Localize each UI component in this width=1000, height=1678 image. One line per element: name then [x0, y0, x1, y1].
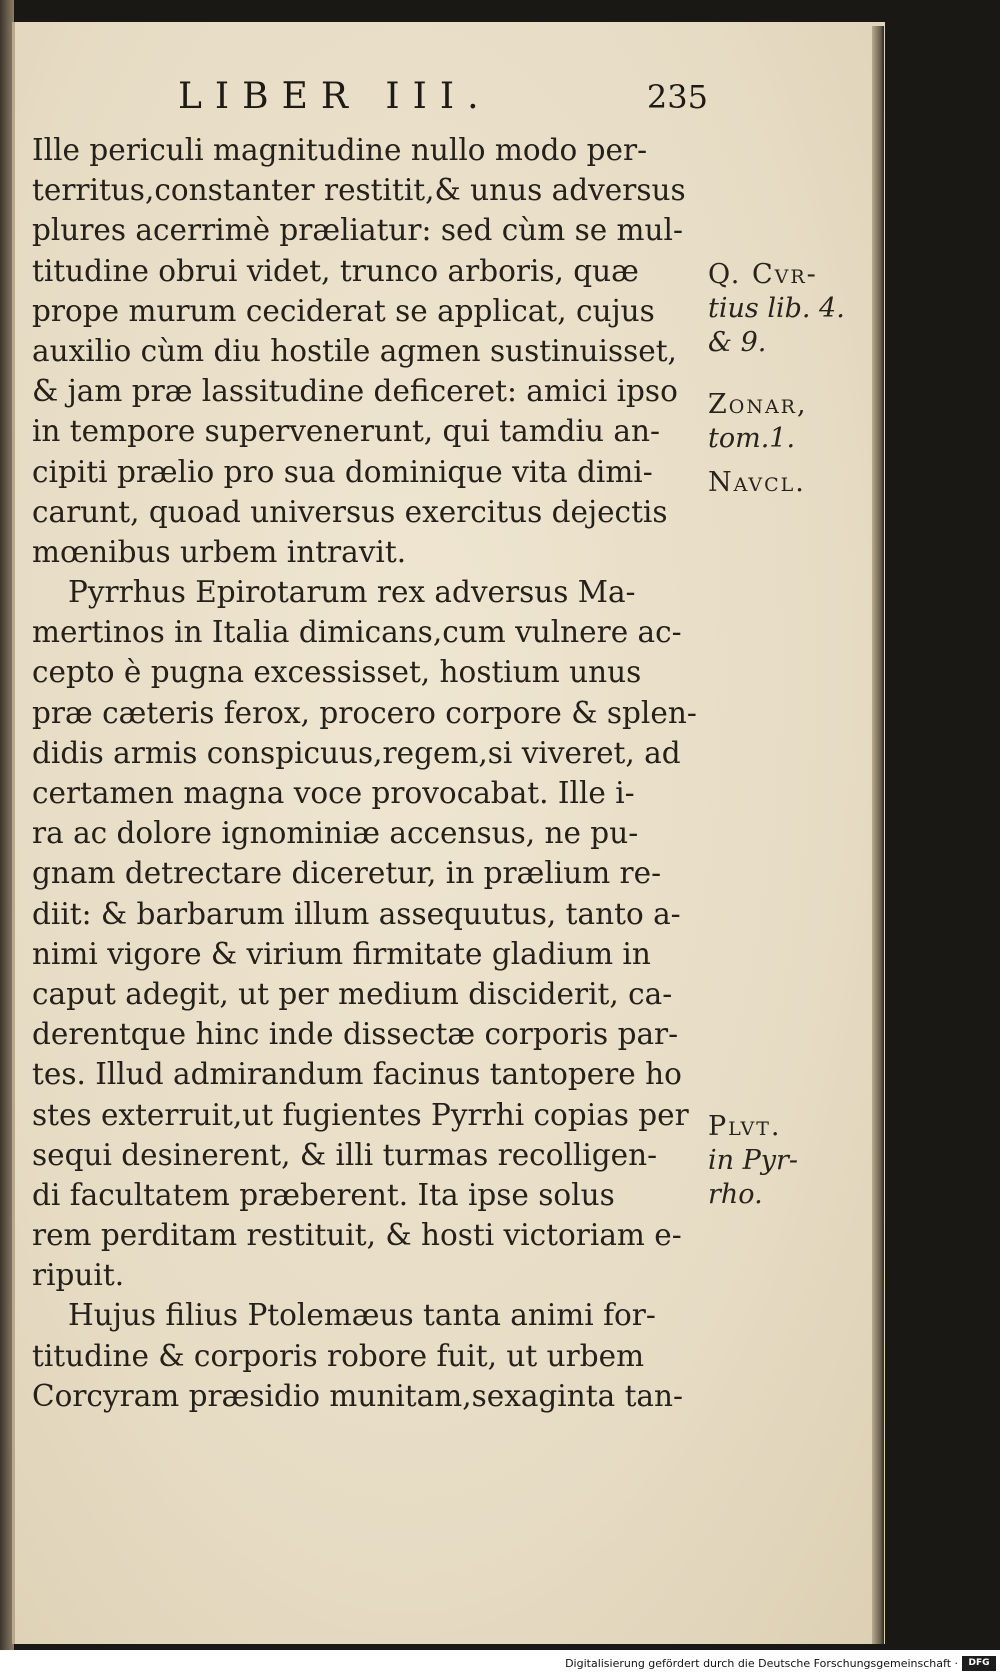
marginal-note-curtius: [708, 258, 868, 360]
text-line: Ille periculi magnitudine nullo modo per-: [32, 133, 648, 167]
text-line: titudine & corporis robore fuit, ut urbem: [32, 1338, 645, 1373]
text-line: di facultatem præberent. Ita ipse solus: [32, 1177, 615, 1212]
marginal-note-zonaras: [708, 388, 868, 456]
body-text: [32, 130, 712, 1416]
text-line: diit: & barbarum illum assequutus, tanto a-: [32, 896, 681, 931]
text-line: cipiti prælio pro sua dominique vita dimi-: [32, 454, 653, 489]
marginal-line: Navcl.: [708, 467, 806, 498]
text-line: titudine obrui videt, trunco arboris, quæ: [32, 253, 639, 288]
marginal-line: Plvt.: [708, 1111, 782, 1142]
text-line: nimi vigore & virium firmitate gladium in: [32, 936, 651, 971]
dfg-logo-icon: DFG: [962, 1656, 996, 1671]
text-line: in tempore supervenerunt, qui tamdiu an-: [32, 414, 660, 449]
text-line: tes. Illud admirandum facinus tantopere ho: [32, 1057, 682, 1092]
text-line: mœnibus urbem intravit.: [32, 534, 407, 569]
text-line: derentque hinc inde dissectæ corporis par-: [32, 1017, 679, 1052]
text-line: mertinos in Italia dimicans,cum vulnere ac-: [32, 615, 682, 650]
paragraph-start: Pyrrhus Epirotarum rex adversus Ma-: [68, 575, 636, 610]
marginal-note-plutarch: [708, 1110, 868, 1212]
text-line: gnam detrectare diceretur, in prælium re-: [32, 856, 662, 891]
text-line: carunt, quoad universus exercitus dejectis: [32, 494, 668, 529]
text-line: sequi desinerent, & illi turmas recolligen-: [32, 1137, 658, 1172]
text-line: stes exterruit,ut fugientes Pyrrhi copias per: [32, 1097, 689, 1132]
marginal-note-nauclerus: [708, 466, 868, 500]
text-line: & jam præ lassitudine deficeret: amici ipso: [32, 374, 678, 409]
text-line: didis armis conspicuus,regem,si viveret, ad: [32, 735, 681, 770]
page-header: [178, 76, 708, 126]
marginal-line: tius lib. 4.: [708, 293, 845, 324]
page-edge-shadow: [872, 26, 884, 1644]
text-line: cepto è pugna excessisset, hostium unus: [32, 655, 642, 690]
text-line: auxilio cùm diu hostile agmen sustinuisset,: [32, 333, 677, 368]
marginal-line: Zonar,: [708, 389, 808, 420]
text-line: territus,constanter restitit,& unus adversus: [32, 173, 686, 208]
paragraph-start: Hujus filius Ptolemæus tanta animi for-: [68, 1298, 656, 1333]
text-line: rem perditam restituit, & hosti victoriam e-: [32, 1218, 682, 1253]
text-line: præ cæteris ferox, procero corpore & splen-: [32, 695, 697, 730]
text-line: Corcyram præsidio munitam,sexaginta tan-: [32, 1378, 683, 1413]
marginal-line: rho.: [708, 1179, 763, 1210]
marginal-line: & 9.: [708, 327, 767, 358]
running-head: LIBER III.: [178, 76, 492, 117]
funding-credit: Digitalisierung gefördert durch die Deutsche Forschungsgemeinschaft ·: [565, 1657, 958, 1670]
digitization-footer: [0, 1650, 1000, 1678]
page-number: 235: [646, 78, 708, 116]
text-line: caput adegit, ut per medium disciderit, ca-: [32, 976, 673, 1011]
text-line: plures acerrimè præliatur: sed cùm se mul-: [32, 213, 683, 248]
text-line: prope murum ceciderat se applicat, cujus: [32, 293, 655, 328]
marginal-line: Q. Cvr-: [708, 259, 818, 290]
marginal-line: in Pyr-: [708, 1145, 799, 1176]
text-line: ripuit.: [32, 1258, 125, 1293]
text-line: ra ac dolore ignominiæ accensus, ne pu-: [32, 816, 639, 851]
text-line: certamen magna voce provocabat. Ille i-: [32, 776, 635, 810]
marginal-line: tom.1.: [708, 423, 796, 454]
